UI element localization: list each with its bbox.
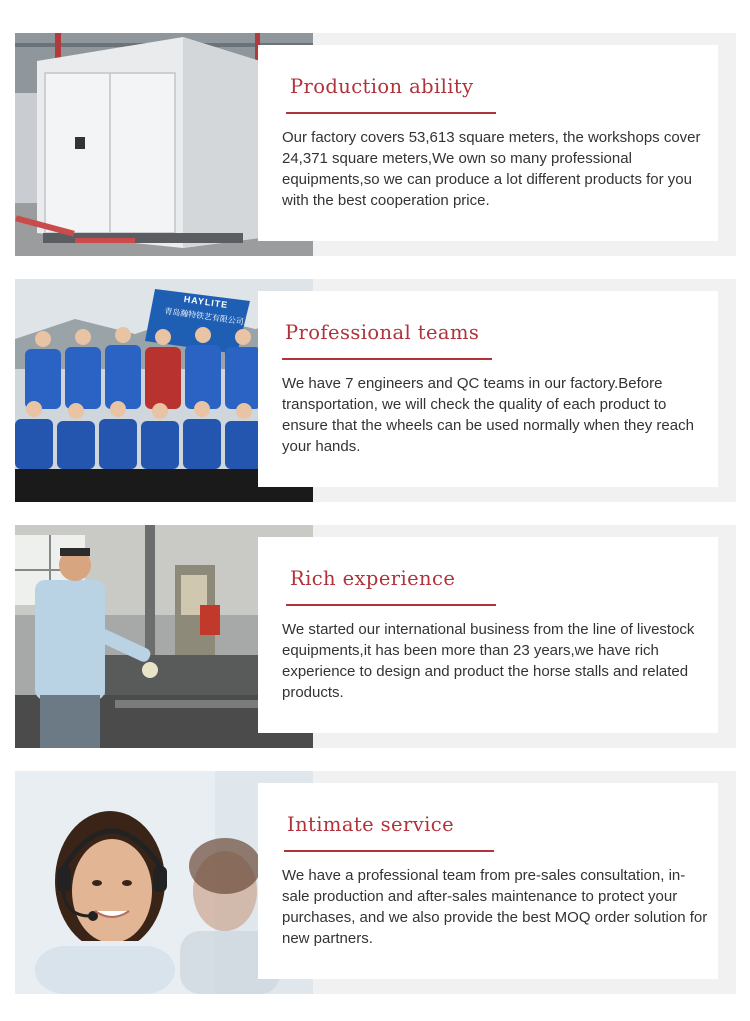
- banner-text: 青岛瀚特铁艺有限公司: [163, 306, 245, 327]
- section-title: Intimate service: [287, 813, 455, 836]
- section-title: Production ability: [290, 75, 474, 98]
- section-title: Rich experience: [290, 567, 456, 590]
- production-ability-card: [258, 45, 718, 241]
- title-underline: [284, 850, 494, 852]
- section-professional-teams: [15, 279, 736, 502]
- section-production-ability: [15, 33, 736, 256]
- title-underline: [286, 112, 496, 114]
- rich-experience-card: [258, 537, 718, 733]
- section-description: We have 7 engineers and QC teams in our factory.Before transportation, we will check the quality of each product to ensure that the wheels can be used normally when they reach your hands.: [282, 375, 694, 455]
- section-rich-experience: [15, 525, 736, 748]
- banner-brand: HAYLITE: [183, 294, 229, 311]
- section-description: We have a professional team from pre-sales consultation, in-sale production and after-sales maintenance to protect your purchases, and we also provide the best MOQ order solution for new partners.: [282, 867, 708, 947]
- section-title: Professional teams: [285, 321, 480, 344]
- section-description: Our factory covers 53,613 square meters, the workshops cover 24,371 square meters,We own so many professional equipments,so we can produce a lot different products for you with the best cooperation price.: [282, 129, 701, 209]
- title-underline: [282, 358, 492, 360]
- title-underline: [286, 604, 496, 606]
- section-description: We started our international business from the line of livestock equipments,it has been more than 23 years,we have rich experience to design and product the horse stalls and related products.: [282, 621, 695, 701]
- professional-teams-card: [258, 291, 718, 487]
- intimate-service-card: [258, 783, 718, 979]
- section-intimate-service: [15, 771, 736, 994]
